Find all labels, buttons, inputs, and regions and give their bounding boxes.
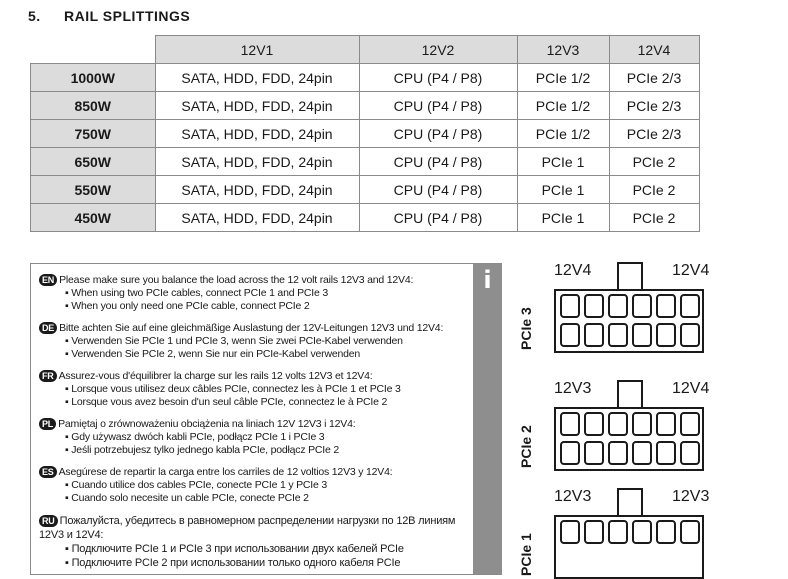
table-row — [31, 148, 700, 176]
row-model: 650W — [31, 148, 156, 176]
left-rail-label: 12V4 — [554, 262, 592, 279]
note-main: Assurez-vous d'équilibrer la charge sur les rails 12 volts 12V3 et 12V4: — [58, 370, 373, 382]
note-bullet: ▪ Cuando solo necesite un cable PCIe, conecte PCIe 2 — [39, 492, 464, 505]
row-model: 850W — [31, 92, 156, 120]
table-row — [31, 92, 700, 120]
connector-label: PCIe 3 — [518, 307, 534, 350]
right-rail-label: 12V4 — [672, 380, 710, 397]
table-cell: CPU (P4 / P8) — [359, 204, 517, 232]
table-cell: SATA, HDD, FDD, 24pin — [155, 92, 359, 120]
pin — [656, 441, 676, 465]
pin — [608, 412, 628, 436]
note-bullet: ▪ Jeśli potrzebujesz tylko jednego kabla PCIe, podłącz PCIe 2 — [39, 444, 464, 457]
pin — [656, 323, 676, 347]
table-cell: CPU (P4 / P8) — [359, 120, 517, 148]
connector-latch — [617, 380, 643, 407]
table-row — [31, 64, 700, 92]
table-cell: PCIe 1 — [517, 204, 609, 232]
rail-splitting-table — [30, 35, 700, 232]
pin — [680, 441, 700, 465]
note-main: Пожалуйста, убедитесь в равномерном распределении нагрузки по 12В линиям 12V3 и 12V4: — [39, 515, 456, 541]
pin — [584, 412, 604, 436]
language-badge-ru: RU — [39, 515, 58, 527]
table-cell: PCIe 2 — [609, 176, 699, 204]
info-sidebar — [473, 264, 502, 574]
language-badge-de: DE — [39, 322, 57, 334]
note-main: Asegúrese de repartir la carga entre los carriles de 12 voltios 12V3 y 12V4: — [58, 466, 393, 478]
note-bullet: ▪ Lorsque vous avez besoin d'un seul câble PCIe, connectez le à PCIe 2 — [39, 396, 464, 409]
pin — [608, 294, 628, 318]
pin — [680, 520, 700, 544]
note-bullet: ▪ When you only need one PCIe cable, connect PCIe 2 — [39, 300, 464, 313]
right-rail-label: 12V4 — [672, 262, 710, 279]
pin — [680, 412, 700, 436]
pin — [560, 294, 580, 318]
pin — [560, 520, 580, 544]
note-ru — [39, 514, 464, 570]
pin — [608, 520, 628, 544]
pin — [584, 520, 604, 544]
pin — [632, 412, 652, 436]
pin — [560, 441, 580, 465]
pin — [680, 294, 700, 318]
connector-label: PCIe 2 — [518, 425, 534, 468]
table-row — [31, 176, 700, 204]
info-icon: i — [483, 266, 492, 294]
pin — [656, 412, 676, 436]
connector-latch — [617, 488, 643, 515]
table-cell: SATA, HDD, FDD, 24pin — [155, 204, 359, 232]
table-header-row — [31, 36, 700, 64]
table-cell: PCIe 1/2 — [517, 92, 609, 120]
table-cell: SATA, HDD, FDD, 24pin — [155, 148, 359, 176]
note-bullet: ▪ When using two PCIe cables, connect PCIe 1 and PCIe 3 — [39, 287, 464, 300]
table-cell: SATA, HDD, FDD, 24pin — [155, 120, 359, 148]
table-cell: PCIe 1 — [517, 176, 609, 204]
table-cell: PCIe 2 — [609, 204, 699, 232]
pin — [632, 323, 652, 347]
pin — [608, 323, 628, 347]
row-model: 450W — [31, 204, 156, 232]
right-rail-label: 12V3 — [672, 488, 710, 505]
table-cell: CPU (P4 / P8) — [359, 176, 517, 204]
pin — [584, 294, 604, 318]
note-main: Please make sure you balance the load across the 12 volt rails 12V3 and 12V4: — [59, 274, 414, 286]
table-cell: CPU (P4 / P8) — [359, 148, 517, 176]
table-cell: PCIe 2/3 — [609, 64, 699, 92]
multilingual-info-box — [30, 263, 502, 575]
pin — [560, 412, 580, 436]
note-en — [39, 274, 464, 313]
left-rail-label: 12V3 — [554, 488, 592, 505]
pin — [584, 323, 604, 347]
table-cell: PCIe 1 — [517, 148, 609, 176]
note-bullet: ▪ Gdy używasz dwóch kabli PCIe, podłącz PCIe 1 i PCIe 3 — [39, 431, 464, 444]
pin — [560, 323, 580, 347]
table-cell: SATA, HDD, FDD, 24pin — [155, 176, 359, 204]
table-row — [31, 204, 700, 232]
note-es — [39, 466, 464, 505]
pin-block — [554, 515, 704, 579]
table-cell: PCIe 2 — [609, 148, 699, 176]
language-badge-es: ES — [39, 466, 57, 478]
column-header: 12V3 — [517, 36, 609, 64]
pin-block — [554, 407, 704, 471]
note-bullet: ▪ Подключите PCIe 2 при использовании только одного кабеля PCIe — [39, 556, 464, 570]
pin — [608, 441, 628, 465]
note-bullet: ▪ Подключите PCIe 1 и PCIe 3 при использовании двух кабелей PCIe — [39, 542, 464, 556]
pin — [584, 441, 604, 465]
table-cell: PCIe 2/3 — [609, 120, 699, 148]
note-main: Bitte achten Sie auf eine gleichmäßige Auslastung der 12V-Leitungen 12V3 und 12V4: — [59, 322, 444, 334]
row-model: 1000W — [31, 64, 156, 92]
table-row — [31, 120, 700, 148]
connector-latch — [617, 262, 643, 289]
row-model: 750W — [31, 120, 156, 148]
language-badge-pl: PL — [39, 418, 56, 430]
column-header: 12V4 — [609, 36, 699, 64]
pin-block — [554, 289, 704, 353]
pin — [632, 441, 652, 465]
section-number: 5. — [28, 8, 41, 24]
pin — [632, 520, 652, 544]
table-cell: CPU (P4 / P8) — [359, 64, 517, 92]
table-corner — [31, 36, 156, 64]
language-badge-fr: FR — [39, 370, 57, 382]
column-header: 12V2 — [359, 36, 517, 64]
note-bullet: ▪ Verwenden Sie PCIe 2, wenn Sie nur ein PCIe-Kabel verwenden — [39, 348, 464, 361]
section-title: RAIL SPLITTINGS — [64, 8, 191, 24]
section-heading — [28, 8, 190, 24]
table-cell: PCIe 2/3 — [609, 92, 699, 120]
note-main: Pamiętaj o zrównoważeniu obciążenia na liniach 12V 12V3 i 12V4: — [58, 418, 356, 430]
pin — [656, 294, 676, 318]
connector-label: PCIe 1 — [518, 533, 534, 576]
note-pl — [39, 418, 464, 457]
note-bullet: ▪ Verwenden Sie PCIe 1 und PCIe 3, wenn Sie zwei PCIe-Kabel verwenden — [39, 335, 464, 348]
pin — [680, 323, 700, 347]
table-cell: CPU (P4 / P8) — [359, 92, 517, 120]
note-fr — [39, 370, 464, 409]
table-cell: PCIe 1/2 — [517, 64, 609, 92]
table-cell: SATA, HDD, FDD, 24pin — [155, 64, 359, 92]
table-cell: PCIe 1/2 — [517, 120, 609, 148]
pin — [632, 294, 652, 318]
note-bullet: ▪ Cuando utilice dos cables PCIe, conecte PCIe 1 y PCIe 3 — [39, 479, 464, 492]
note-de — [39, 322, 464, 361]
column-header: 12V1 — [155, 36, 359, 64]
left-rail-label: 12V3 — [554, 380, 592, 397]
pin — [656, 520, 676, 544]
language-badge-en: EN — [39, 274, 57, 286]
note-bullet: ▪ Lorsque vous utilisez deux câbles PCIe, connectez les à PCIe 1 et PCIe 3 — [39, 383, 464, 396]
row-model: 550W — [31, 176, 156, 204]
